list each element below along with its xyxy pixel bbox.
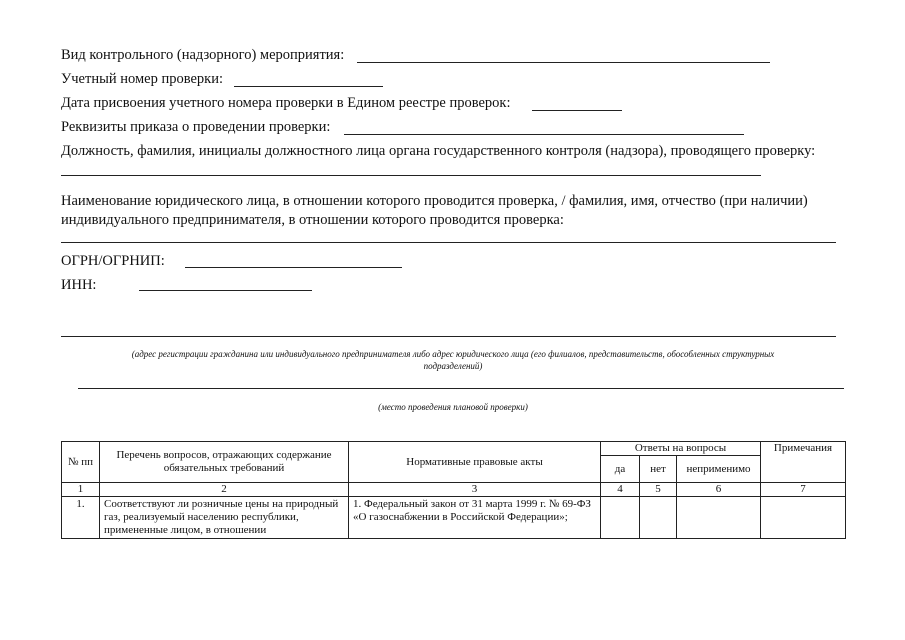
address-caption: [61, 348, 845, 372]
col-na-header: неприменимо: [677, 456, 761, 483]
entity-label-line1: Наименование юридического лица, в отношении которого проводится проверка, / фамилия, имя, отчество (при наличии): [61, 193, 808, 209]
col-questions-header: Перечень вопросов, отражающих содержание обязательных требований: [100, 442, 349, 483]
index-cell: 5: [640, 483, 677, 497]
address-caption-line1: (адрес регистрации гражданина или индивидуального предпринимателя либо адрес юридического лица (его филиалов, представительств, обособленных структурных: [131, 349, 775, 359]
place-field[interactable]: [78, 388, 844, 389]
table-row: [62, 497, 846, 539]
row-number: 1.: [62, 497, 100, 539]
place-caption: (место проведения плановой проверки): [378, 402, 528, 412]
index-cell: 2: [100, 483, 349, 497]
row-act: 1. Федеральный закон от 31 марта 1999 г. № 69-ФЗ «О газоснабжении в Российской Федерации»;: [349, 497, 601, 539]
col-acts-header: Нормативные правовые акты: [349, 442, 601, 483]
col-num-header: № пп: [62, 442, 100, 483]
header-row: [62, 442, 846, 456]
official-label: Должность, фамилия, инициалы должностного лица органа государственного контроля (надзора), проводящего проверку:: [61, 143, 816, 159]
col-answers-header: Ответы на вопросы: [601, 442, 761, 456]
entity-label: [61, 192, 851, 230]
address-field[interactable]: [61, 336, 836, 337]
address-caption-line2: подразделений): [423, 361, 483, 371]
reg-date-field[interactable]: [532, 110, 622, 111]
notes-cell[interactable]: [761, 497, 846, 539]
index-cell: 3: [349, 483, 601, 497]
checklist-table: [61, 441, 846, 539]
inn-label: ИНН:: [61, 277, 97, 293]
col-no-header: нет: [640, 456, 677, 483]
index-cell: 6: [677, 483, 761, 497]
index-cell: 7: [761, 483, 846, 497]
entity-field[interactable]: [61, 242, 836, 243]
event-type-label: Вид контрольного (надзорного) мероприятия:: [61, 47, 345, 63]
answer-na-cell[interactable]: [677, 497, 761, 539]
official-field[interactable]: [61, 175, 761, 176]
reg-number-label: Учетный номер проверки:: [61, 71, 223, 87]
inn-field[interactable]: [139, 290, 312, 291]
index-row: [62, 483, 846, 497]
col-yes-header: да: [601, 456, 640, 483]
answer-yes-cell[interactable]: [601, 497, 640, 539]
reg-number-field[interactable]: [234, 86, 383, 87]
order-label: Реквизиты приказа о проведении проверки:: [61, 119, 331, 135]
entity-label-line2: индивидуального предпринимателя, в отношении которого проводится проверка:: [61, 212, 564, 228]
order-field[interactable]: [344, 134, 744, 135]
reg-date-label: Дата присвоения учетного номера проверки в Едином реестре проверок:: [61, 95, 511, 111]
index-cell: 4: [601, 483, 640, 497]
col-notes-header: Примечания: [761, 442, 846, 483]
ogrn-field[interactable]: [185, 267, 402, 268]
ogrn-label: ОГРН/ОГРНИП:: [61, 253, 165, 269]
index-cell: 1: [62, 483, 100, 497]
row-question: Соответствуют ли розничные цены на природный газ, реализуемый населению республики, примененные лицом, в отношении: [100, 497, 349, 539]
event-type-field[interactable]: [357, 62, 770, 63]
answer-no-cell[interactable]: [640, 497, 677, 539]
